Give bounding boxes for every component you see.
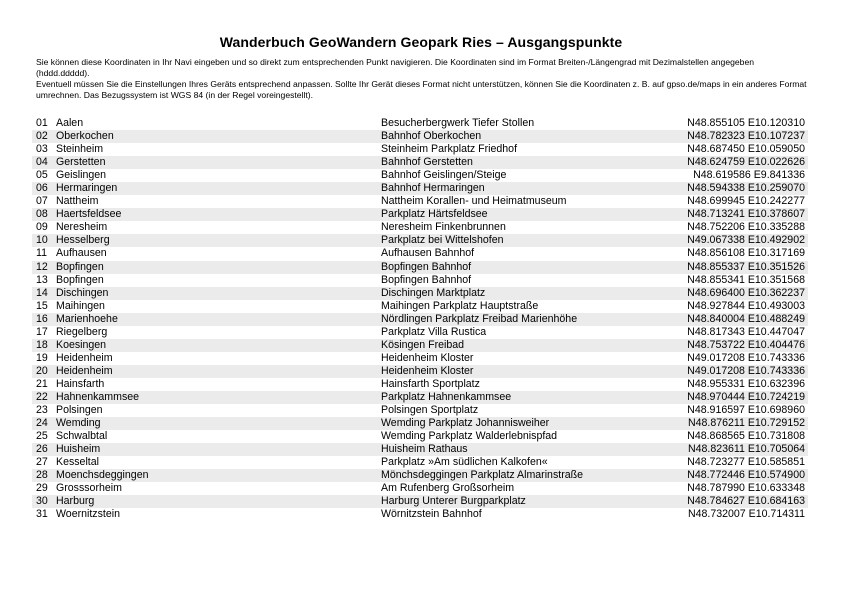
row-location: Hainsfarth Sportplatz [381, 377, 480, 390]
row-number: 30 [36, 495, 48, 508]
row-location: Bahnhof Gerstetten [381, 156, 473, 169]
row-number: 31 [36, 508, 48, 521]
table-row [32, 313, 808, 326]
row-coordinates: N48.784627 E10.684163 [687, 495, 805, 508]
row-name: Koesingen [56, 338, 107, 351]
row-coordinates: N48.619586 E9.841336 [693, 169, 805, 182]
table-row [32, 130, 808, 143]
row-coordinates: N48.696400 E10.362237 [687, 286, 805, 299]
table-row [32, 143, 808, 156]
table-row [32, 247, 808, 260]
row-number: 24 [36, 417, 48, 430]
row-name: Riegelberg [56, 325, 108, 338]
table-row [32, 404, 808, 417]
row-location: Am Rufenberg Großsorheim [381, 482, 515, 495]
table-row [32, 482, 808, 495]
row-location: Parkplatz »Am südlichen Kalkofen« [381, 456, 548, 469]
row-coordinates: N48.840004 E10.488249 [687, 312, 805, 325]
row-name: Marienhoehe [56, 312, 118, 325]
row-coordinates: N48.855337 E10.351526 [687, 260, 805, 273]
intro-paragraph-1: Sie können diese Koordinaten in Ihr Navi eingeben und so direkt zum entsprechenden Punkt navigieren. Die Koordinaten sind im Format Breiten-/Längengrad mit Dezimalstellen angegeben (hddd.ddddd). [36, 57, 755, 78]
row-location: Parkplatz Hahnenkammsee [381, 390, 512, 403]
row-name: Harburg [56, 495, 95, 508]
row-location: Dischingen Marktplatz [381, 286, 486, 299]
row-number: 04 [36, 156, 48, 169]
row-number: 12 [36, 260, 48, 273]
row-location: Heidenheim Kloster [381, 364, 474, 377]
row-name: Heidenheim [56, 364, 113, 377]
row-coordinates: N48.916597 E10.698960 [687, 404, 805, 417]
row-location: Kösingen Freibad [381, 338, 465, 351]
table-row [32, 208, 808, 221]
row-number: 21 [36, 377, 48, 390]
row-number: 26 [36, 443, 48, 456]
row-name: Hahnenkammsee [56, 390, 140, 403]
row-location: Nördlingen Parkplatz Freibad Marienhöhe [381, 312, 578, 325]
row-number: 23 [36, 404, 48, 417]
table-row [32, 287, 808, 300]
row-name: Neresheim [56, 221, 108, 234]
row-number: 06 [36, 182, 48, 195]
row-coordinates: N48.772446 E10.574900 [687, 469, 805, 482]
row-coordinates: N48.855105 E10.120310 [687, 117, 805, 129]
row-name: Hermaringen [56, 182, 118, 195]
row-location: Nattheim Korallen- und Heimatmuseum [381, 195, 567, 208]
row-name: Bopfingen [56, 260, 104, 273]
table-row [32, 495, 808, 508]
row-coordinates: N48.782323 E10.107237 [687, 130, 805, 143]
row-name: Aalen [56, 117, 84, 129]
row-location: Wörnitzstein Bahnhof [381, 508, 482, 521]
intro-paragraph-2: Eventuell müssen Sie die Einstellungen Ihres Geräts entsprechend anpassen. Sollte Ihr Gerät dieses Format nicht unterstützen, können Sie die Koordinaten z. B. auf gpso.de/maps in ein anderes Format umrechnen. Das Bezugssystem ist WGS 84 (in der Regel voreingestellt). [36, 79, 807, 100]
row-name: Grosssorheim [56, 482, 122, 495]
row-name: Dischingen [56, 286, 109, 299]
row-coordinates: N48.787990 E10.633348 [687, 482, 805, 495]
row-coordinates: N48.970444 E10.724219 [687, 390, 805, 403]
row-location: Steinheim Parkplatz Friedhof [381, 143, 518, 156]
row-name: Gerstetten [56, 156, 106, 169]
row-number: 15 [36, 299, 48, 312]
row-name: Hesselberg [56, 234, 110, 247]
row-number: 13 [36, 273, 48, 286]
table-row [32, 391, 808, 404]
row-coordinates: N48.713241 E10.378607 [687, 208, 805, 221]
table-row [32, 195, 808, 208]
row-location: Mönchsdeggingen Parkplatz Almarinstraße [381, 469, 583, 482]
row-location: Bopfingen Bahnhof [381, 273, 472, 286]
row-coordinates: N48.868565 E10.731808 [687, 430, 805, 443]
row-number: 17 [36, 325, 48, 338]
row-name: Woernitzstein [56, 508, 120, 521]
row-coordinates: N48.687450 E10.059050 [687, 143, 805, 156]
row-coordinates: N48.876211 E10.729152 [687, 417, 805, 430]
row-location: Neresheim Finkenbrunnen [381, 221, 506, 234]
row-coordinates: N48.624759 E10.022626 [687, 156, 805, 169]
page-title: Wanderbuch GeoWandern Geopark Ries – Ausgangspunkte [219, 34, 623, 50]
row-number: 11 [36, 247, 47, 260]
row-coordinates: N49.017208 E10.743336 [687, 364, 805, 377]
table-row [32, 417, 808, 430]
row-name: Steinheim [56, 143, 104, 156]
table-row [32, 182, 808, 195]
row-location: Bahnhof Oberkochen [381, 130, 482, 143]
row-name: Schwalbtal [56, 430, 108, 443]
row-name: Huisheim [56, 443, 101, 456]
table-row [32, 274, 808, 287]
row-location: Huisheim Rathaus [381, 443, 468, 456]
row-location: Heidenheim Kloster [381, 351, 474, 364]
table-row [32, 326, 808, 339]
table-row [32, 156, 808, 169]
row-name: Hainsfarth [56, 377, 105, 390]
table-row [32, 300, 808, 313]
row-coordinates: N48.752206 E10.335288 [687, 221, 805, 234]
row-number: 22 [36, 390, 48, 403]
table-row [32, 234, 808, 247]
intro-text [36, 57, 808, 101]
row-name: Maihingen [56, 299, 105, 312]
row-coordinates: N49.017208 E10.743336 [687, 351, 805, 364]
row-name: Moenchsdeggingen [56, 469, 149, 482]
table-row [32, 378, 808, 391]
row-number: 08 [36, 208, 48, 221]
table-row [32, 469, 808, 482]
row-location: Wemding Parkplatz Walderlebnispfad [381, 430, 558, 443]
row-number: 10 [36, 234, 48, 247]
row-name: Heidenheim [56, 351, 113, 364]
row-coordinates: N49.067338 E10.492902 [687, 234, 805, 247]
row-coordinates: N48.927844 E10.493003 [687, 299, 805, 312]
row-name: Wemding [56, 417, 101, 430]
row-name: Polsingen [56, 404, 103, 417]
table-row [32, 339, 808, 352]
table-row [32, 261, 808, 274]
row-coordinates: N48.856108 E10.317169 [687, 247, 805, 260]
table-row [32, 443, 808, 456]
row-name: Haertsfeldsee [56, 208, 122, 221]
row-location: Aufhausen Bahnhof [381, 247, 475, 260]
row-name: Geislingen [56, 169, 107, 182]
table-row [32, 117, 808, 130]
row-number: 27 [36, 456, 48, 469]
row-number: 16 [36, 312, 48, 325]
row-number: 07 [36, 195, 48, 208]
table-row [32, 508, 808, 521]
table-row [32, 456, 808, 469]
row-location: Bahnhof Hermaringen [381, 182, 485, 195]
row-number: 19 [36, 351, 48, 364]
row-number: 09 [36, 221, 48, 234]
row-coordinates: N48.955331 E10.632396 [687, 377, 805, 390]
row-number: 05 [36, 169, 48, 182]
row-location: Maihingen Parkplatz Hauptstraße [381, 299, 539, 312]
row-location: Wemding Parkplatz Johannisweiher [381, 417, 550, 430]
row-location: Besucherbergwerk Tiefer Stollen [381, 117, 535, 129]
row-location: Parkplatz bei Wittelshofen [381, 234, 504, 247]
row-coordinates: N48.817343 E10.447047 [687, 325, 805, 338]
row-coordinates: N48.732007 E10.714311 [687, 508, 805, 521]
row-coordinates: N48.699945 E10.242277 [687, 195, 805, 208]
starting-points-table [32, 117, 808, 521]
row-number: 18 [36, 338, 48, 351]
row-coordinates: N48.594338 E10.259070 [687, 182, 805, 195]
table-row [32, 352, 808, 365]
row-location: Bopfingen Bahnhof [381, 260, 472, 273]
row-name: Aufhausen [56, 247, 107, 260]
row-coordinates: N48.855341 E10.351568 [687, 273, 805, 286]
row-number: 02 [36, 130, 48, 143]
row-number: 28 [36, 469, 48, 482]
row-coordinates: N48.753722 E10.404476 [687, 338, 805, 351]
row-location: Polsingen Sportplatz [381, 404, 479, 417]
row-number: 20 [36, 364, 48, 377]
row-location: Parkplatz Villa Rustica [381, 325, 487, 338]
row-location: Parkplatz Härtsfeldsee [381, 208, 488, 221]
row-name: Nattheim [56, 195, 99, 208]
table-row [32, 365, 808, 378]
table-row [32, 430, 808, 443]
row-number: 03 [36, 143, 48, 156]
row-number: 25 [36, 430, 48, 443]
row-number: 29 [36, 482, 48, 495]
row-number: 14 [36, 286, 48, 299]
table-row [32, 221, 808, 234]
row-location: Bahnhof Geislingen/Steige [381, 169, 507, 182]
row-coordinates: N48.723277 E10.585851 [687, 456, 805, 469]
row-name: Oberkochen [56, 130, 114, 143]
row-name: Bopfingen [56, 273, 104, 286]
row-location: Harburg Unterer Burgparkplatz [381, 495, 526, 508]
row-name: Kesseltal [56, 456, 99, 469]
row-number: 01 [36, 117, 48, 129]
table-row [32, 169, 808, 182]
row-coordinates: N48.823611 E10.705064 [687, 443, 805, 456]
